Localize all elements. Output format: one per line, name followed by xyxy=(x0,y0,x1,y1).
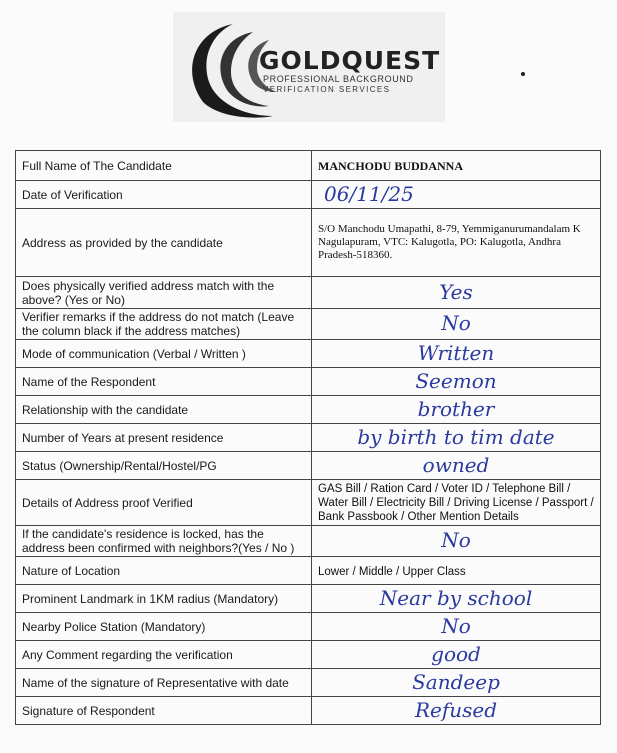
communication-mode: Written xyxy=(417,340,495,365)
address-match-answer: Yes xyxy=(439,279,473,304)
logo-tagline-1: PROFESSIONAL BACKGROUND xyxy=(263,74,414,84)
row-label: Name of the signature of Representative with date xyxy=(16,669,312,697)
table-row xyxy=(16,424,601,452)
row-value-cell xyxy=(312,669,601,697)
verification-date: 06/11/25 xyxy=(324,181,414,206)
company-logo xyxy=(173,12,445,122)
row-label: Full Name of The Candidate xyxy=(16,151,312,181)
logo-tagline-2: VERIFICATION SERVICES xyxy=(263,85,391,94)
table-row xyxy=(16,557,601,585)
row-value-cell xyxy=(312,396,601,424)
police-station: No xyxy=(441,613,471,638)
table-row xyxy=(16,585,601,613)
table-row xyxy=(16,277,601,309)
neighbor-confirmation: No xyxy=(441,528,471,552)
row-value-cell xyxy=(312,277,601,309)
table-row xyxy=(16,641,601,669)
row-value-cell xyxy=(312,151,601,181)
relationship-value: brother xyxy=(417,396,495,421)
location-class: Lower / Middle / Upper Class xyxy=(318,565,466,578)
table-row xyxy=(16,309,601,340)
row-value-cell xyxy=(312,452,601,480)
row-label: If the candidate's residence is locked, has the address been confirmed with neighbors?(Yes / No ) xyxy=(16,526,312,557)
row-label: Status (Ownership/Rental/Hostel/PG xyxy=(16,452,312,480)
row-label: Verifier remarks if the address do not match (Leave the column black if the address matches) xyxy=(16,309,312,340)
table-row xyxy=(16,613,601,641)
row-label: Relationship with the candidate xyxy=(16,396,312,424)
table-row xyxy=(16,340,601,368)
row-value-cell xyxy=(312,309,601,340)
row-label: Number of Years at present residence xyxy=(16,424,312,452)
table-row xyxy=(16,669,601,697)
row-value-cell xyxy=(312,641,601,669)
table-row xyxy=(16,697,601,725)
row-label: Nature of Location xyxy=(16,557,312,585)
years-at-residence: by birth to tim date xyxy=(357,424,555,449)
row-value-cell xyxy=(312,424,601,452)
row-label: Any Comment regarding the verification xyxy=(16,641,312,669)
row-label: Signature of Respondent xyxy=(16,697,312,725)
candidate-name: MANCHODU BUDDANNA xyxy=(318,158,463,173)
row-value-cell xyxy=(312,340,601,368)
row-value-cell xyxy=(312,697,601,725)
row-label: Name of the Respondent xyxy=(16,368,312,396)
table-row xyxy=(16,209,601,277)
row-label: Prominent Landmark in 1KM radius (Mandatory) xyxy=(16,585,312,613)
candidate-address: S/O Manchodu Umapathi, 8-79, Yemmiganurumandalam K Nagulapuram, VTC: Kalugotla, PO: Kalugotla, Andhra Pradesh-518360. xyxy=(318,223,581,261)
respondent-signature: Refused xyxy=(414,697,498,722)
row-value-cell xyxy=(312,585,601,613)
stray-dot xyxy=(521,72,525,76)
table-row xyxy=(16,526,601,557)
table-row xyxy=(16,181,601,209)
row-value-cell xyxy=(312,613,601,641)
row-value-cell xyxy=(312,209,601,277)
row-value-cell xyxy=(312,368,601,396)
table-row xyxy=(16,452,601,480)
row-value-cell xyxy=(312,181,601,209)
row-label: Address as provided by the candidate xyxy=(16,209,312,277)
verifier-remarks: No xyxy=(441,311,471,335)
row-label: Date of Verification xyxy=(16,181,312,209)
prominent-landmark: Near by school xyxy=(379,585,533,610)
verification-form-table xyxy=(15,150,601,725)
address-proof-options: GAS Bill / Ration Card / Voter ID / Telephone Bill / Water Bill / Electricity Bill / Driving License / Passport / Bank Passbook / Other Mention Details xyxy=(318,482,594,523)
table-row xyxy=(16,396,601,424)
row-value-cell xyxy=(312,480,601,526)
logo-wordmark: GOLDQUEST xyxy=(259,46,441,75)
table-row xyxy=(16,151,601,181)
row-label: Details of Address proof Verified xyxy=(16,480,312,526)
row-value-cell xyxy=(312,526,601,557)
row-label: Nearby Police Station (Mandatory) xyxy=(16,613,312,641)
residence-status: owned xyxy=(422,452,490,477)
row-label: Mode of communication (Verbal / Written ) xyxy=(16,340,312,368)
table-row xyxy=(16,368,601,396)
verification-comment: good xyxy=(431,641,481,666)
row-label: Does physically verified address match with the above? (Yes or No) xyxy=(16,277,312,309)
row-value-cell xyxy=(312,557,601,585)
representative-signature: Sandeep xyxy=(412,669,500,694)
respondent-name: Seemon xyxy=(415,368,497,393)
table-row xyxy=(16,480,601,526)
